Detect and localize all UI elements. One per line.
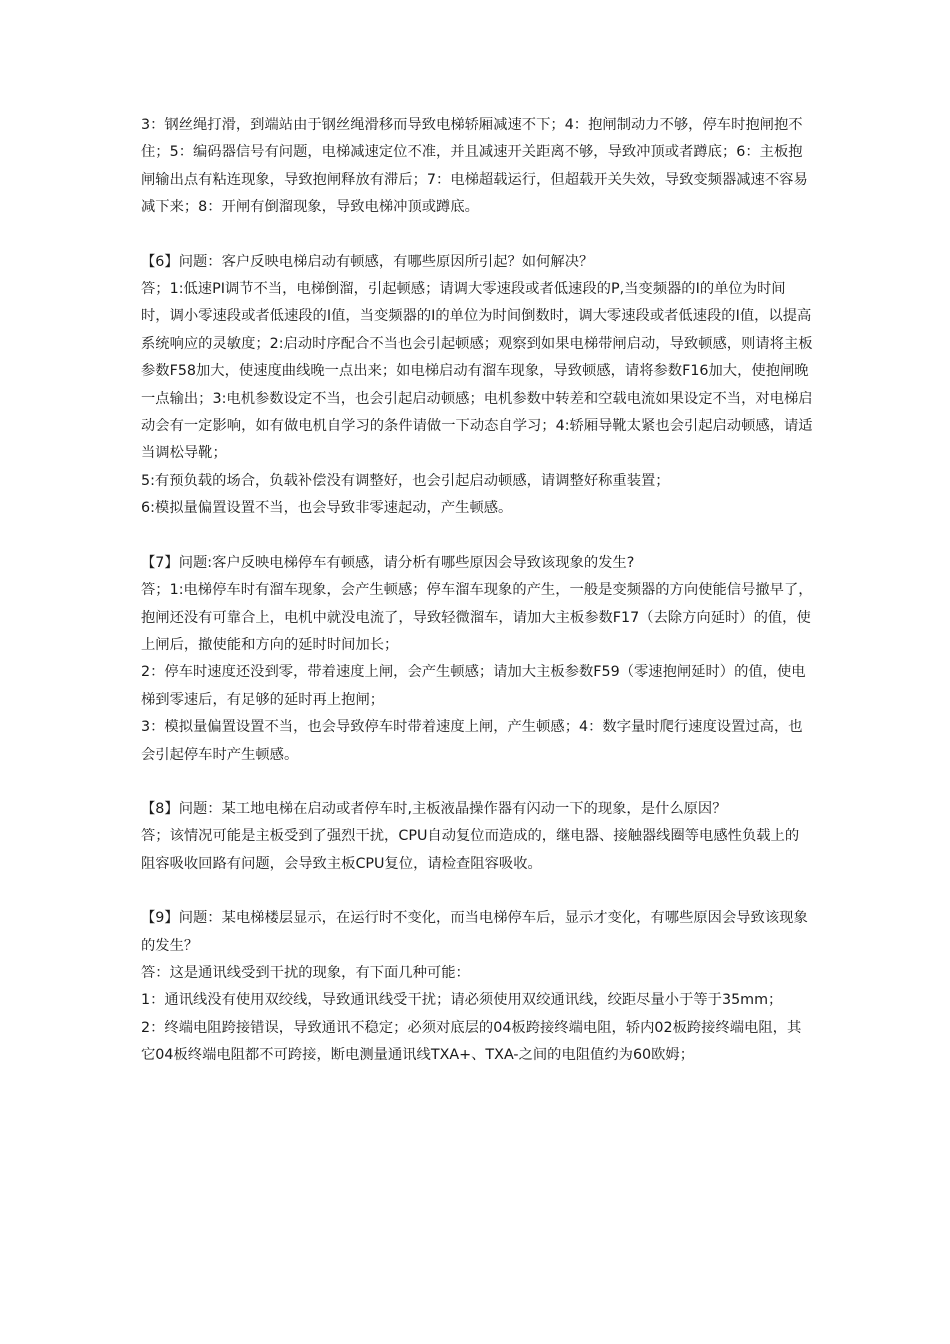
- faq-section-8: [141, 796, 813, 878]
- faq-section-9: [141, 905, 813, 1069]
- faq-question: 【6】问题：客户反映电梯启动有顿感，有哪些原因所引起？如何解决？: [141, 253, 594, 270]
- faq-question: 【7】问题:客户反映电梯停车有顿感，请分析有哪些原因会导致该现象的发生?: [141, 554, 635, 571]
- faq-answer: 答；1:电梯停车时有溜车现象，会产生顿感；停车溜车现象的产生，一般是变频器的方向使能信号撤早了，抱闸还没有可靠合上，电机中就没电流了，导致轻微溜车，请加大主板参数F17（去除方向延时）的值，使上闸后，撤使能和方向的延时时间加长；: [141, 582, 813, 653]
- faq-answer-item: 1：通讯线没有使用双绞线，导致通讯线受干扰；请必须使用双绞通讯线，绞距尽量小于等于35mm；: [141, 992, 783, 1009]
- faq-answer: 答：这是通讯线受到干扰的现象，有下面几种可能：: [141, 964, 470, 981]
- faq-answer-item: 3：模拟量偏置设置不当，也会导致停车时带着速度上闸，产生顿感；4：数字量时爬行速度设置过高，也会引起停车时产生顿感。: [141, 719, 803, 763]
- faq-question: 【8】问题：某工地电梯在启动或者停车时,主板液晶操作器有闪动一下的现象，是什么原因？: [141, 800, 727, 817]
- intro-paragraph: 3：钢丝绳打滑，到端站由于钢丝绳滑移而导致电梯轿厢减速不下；4：抱闸制动力不够，停车时抱闸抱不住；5：编码器信号有问题，电梯减速定位不准，并且减速开关距离不够，导致冲顶或者蹲底；6：主板抱闸输出点有粘连现象，导致抱闸释放有滞后；7：电梯超载运行，但超载开关失效，导致变频器减速不容易减下来；8：开闸有倒溜现象，导致电梯冲顶或蹲底。: [141, 117, 808, 216]
- faq-answer-item: 6:模拟量偏置设置不当，也会导致非零速起动，产生顿感。: [141, 500, 513, 517]
- faq-question: 【9】问题：某电梯楼层显示，在运行时不变化，而当电梯停车后，显示才变化，有哪些原因会导致该现象的发生？: [141, 910, 808, 954]
- faq-answer-item: 5:有预负载的场合，负载补偿没有调整好，也会引起启动顿感，请调整好称重装置；: [141, 472, 670, 489]
- document-page: [141, 112, 813, 1070]
- faq-answer-item: 2：停车时速度还没到零，带着速度上闸，会产生顿感；请加大主板参数F59（零速抱闸延时）的值，使电梯到零速后，有足够的延时再上抱闸；: [141, 664, 806, 708]
- faq-answer: 答；该情况可能是主板受到了强烈干扰，CPU自动复位而造成的，继电器、接触器线圈等电感性负载上的阻容吸收回路有问题，会导致主板CPU复位，请检查阻容吸收。: [141, 828, 800, 872]
- faq-section-6: [141, 249, 813, 523]
- faq-answer-item: 2：终端电阻跨接错误，导致通讯不稳定；必须对底层的04板跨接终端电阻，轿内02板跨接终端电阻，其它04板终端电阻都不可跨接，断电测量通讯线TXA+、TXA-之间的电阻值约为60欧姆；: [141, 1019, 802, 1064]
- faq-answer: 答；1:低速PI调节不当，电梯倒溜，引起顿感；请调大零速段或者低速段的P,当变频器的I的单位为时间时，调小零速段或者低速段的I值，当变频器的I的单位为时间倒数时，调大零速段或者低速段的I值，以提高系统响应的灵敏度；2:启动时序配合不当也会引起顿感；观察到如果电梯带闸启动，导致顿感，则请将主板参数F58加大，使速度曲线晚一点出来；如电梯启动有溜车现象，导致顿感，请将参数F16加大，使抱闸晚一点输出；3:电机参数设定不当，也会引起启动顿感；电机参数中转差和空载电流如果设定不当，对电梯启动会有一定影响，如有做电机自学习的条件请做一下动态自学习；4:轿厢导靴太紧也会引起启动顿感，请适当调松导靴；: [141, 281, 813, 462]
- faq-section-7: [141, 550, 813, 769]
